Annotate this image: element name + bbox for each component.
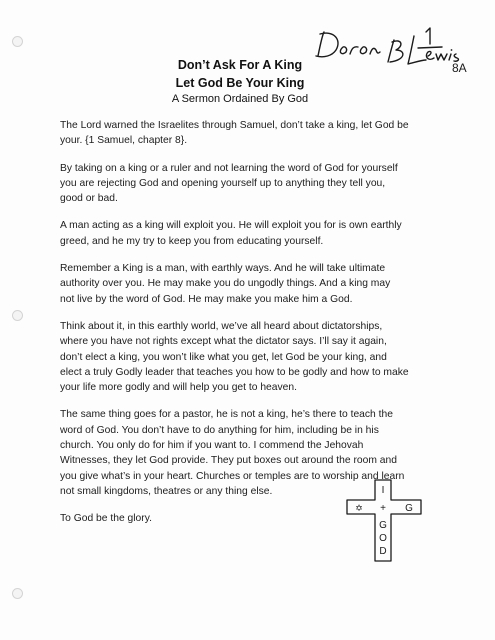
title-block	[120, 56, 360, 106]
text-line: A man acting as a king will exploit you. He will exploit you for is own earthly	[60, 220, 402, 232]
text-line: greed, and he my try to keep you from educating yourself.	[60, 235, 324, 247]
punch-hole	[12, 36, 23, 47]
cross-letter-d: D	[379, 546, 387, 557]
cross-letter-right: G	[405, 503, 413, 514]
cross-letter-g: G	[379, 520, 387, 531]
text-line: The Lord warned the Israelites through Samuel, don’t take a king, let God be	[60, 120, 409, 131]
page-title: Don’t Ask For A King	[177, 58, 303, 72]
cross-letter-o: O	[379, 533, 387, 544]
text-line: word of God. You don’t have to do anything for him, including be in his	[60, 424, 379, 436]
paragraph	[60, 261, 485, 307]
paragraph	[60, 218, 485, 249]
page-code: 8A	[452, 61, 467, 75]
text-line: you give what’s in your heart. Churches or temples are to worship and learn	[60, 470, 405, 482]
text-line: not small kingdoms, theatres or any thing else.	[60, 485, 273, 497]
text-line: your. {1 Samuel, chapter 8}.	[60, 135, 188, 147]
star-of-david-icon: ✡	[355, 503, 363, 513]
text-line: church. You only do for him if you want to. I commend the Jehovah	[60, 440, 364, 452]
text-line: Witnesses, they let God provide. They put boxes out around the room and	[60, 455, 397, 467]
paragraph	[60, 319, 485, 395]
text-line: elect a truly Godly leader that teaches you how to be godly and how to make	[60, 366, 409, 378]
hand-drawn-cross	[345, 478, 430, 563]
cross-letter-top: I	[381, 485, 385, 496]
punch-hole	[12, 310, 23, 321]
text-line: you are rejecting God and opening yourself up to anything they tell you,	[60, 177, 386, 189]
punch-hole	[12, 588, 23, 599]
sermon-body	[60, 118, 485, 539]
text-line: not live by the word of God. He may make you make him a God.	[60, 293, 353, 305]
closing-line: To God be the glory.	[60, 513, 152, 525]
text-line: don’t elect a king, you won’t like what you get, let God be your king, and	[60, 351, 387, 363]
text-line: your life more godly and will help you get to heaven.	[60, 382, 297, 394]
paragraph	[60, 118, 485, 149]
text-line: where you have not rights except what the dictator says. I’ll say it again,	[60, 336, 387, 348]
text-line: Remember a King is a man, with earthly ways. And he will take ultimate	[60, 263, 386, 275]
text-line: authority over you. He may make you do ungodly things. And a king may	[60, 278, 391, 290]
text-line: good or bad.	[60, 193, 118, 205]
page-title-line-2: Let God Be Your King	[175, 76, 305, 90]
subtitle: A Sermon Ordained By God	[171, 93, 309, 105]
text-line: The same thing goes for a pastor, he is not a king, he’s there to teach the	[60, 409, 393, 421]
paragraph	[60, 161, 485, 207]
text-line: By taking on a king or a ruler and not learning the word of God for yourself	[60, 162, 398, 174]
text-line: Think about it, in this earthly world, we’ve all heard about dictatorships,	[60, 320, 383, 332]
cross-letter-center: +	[380, 503, 386, 514]
